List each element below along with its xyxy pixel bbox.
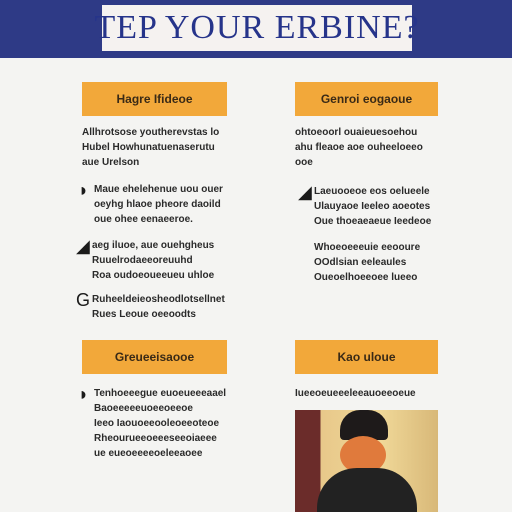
list-item: ◢ Laeuooeoe eos oelueele Ulauyaoe Ieeleo aoeotes Oue thoeaeaeue Ieedeoe bbox=[298, 182, 432, 227]
section-intro-1 bbox=[82, 125, 272, 170]
section-intro-4: Iueeoeueeeleeauoeeoeue bbox=[295, 388, 416, 399]
section-label-1: Hagre Ifideoe bbox=[82, 82, 227, 116]
list-item: Whoeoeeeuie eeooure OOdlsian eeleaules Oueoelhoeeoee lueeo bbox=[314, 242, 421, 283]
list-item: ◢ aeg iluoe, aue ouehgheus Ruuelrodaeeoreuuhd Roa oudoeoueeueu uhloe bbox=[76, 236, 215, 281]
title-box bbox=[94, 5, 420, 51]
section-label-2: Genroi eogaoue bbox=[295, 82, 438, 116]
circle-bullet-icon: ◗ bbox=[78, 384, 89, 404]
section-intro-2: ohtoeoorl ouaieuesoehou ahu fleaoe aoe ouheeloeeo ooe bbox=[295, 127, 423, 168]
list-item: ◗ Tenhoeeegue euoeueeeaael Baoeeeeeuoeeoeeoe Ieeo Iaouoeeooleoeeoteoe Rheourueeoeeeseeoiaeee ue eueoeeeeoeleeaoee bbox=[78, 384, 227, 459]
g-bullet-icon: G bbox=[76, 290, 91, 310]
section-label-4: Kao uloue bbox=[295, 340, 438, 374]
triangle-bullet-icon: ◢ bbox=[298, 182, 312, 202]
intro-line: aue Urelson bbox=[82, 157, 140, 168]
list-item: ◗ Maue ehelehenue uou ouer oeyhg hlaoe pheore daoild oue ohee eenaeeroe. bbox=[78, 180, 223, 225]
page-title: TEP YOUR ERBINE? bbox=[94, 9, 420, 46]
circle-bullet-icon: ◗ bbox=[78, 180, 89, 200]
intro-line: Allhrotsose youtherevstas lo bbox=[82, 127, 220, 138]
intro-line: Hubel Howhunatuenaserutu bbox=[82, 142, 215, 153]
section-label-3: Greueeisaooe bbox=[82, 340, 227, 374]
chef-body bbox=[317, 468, 417, 512]
list-item: G Ruheeldeieosheodlotsellnet Rues Leoue oeeoodts bbox=[76, 290, 225, 320]
chef-photo bbox=[295, 410, 438, 512]
triangle-bullet-icon: ◢ bbox=[76, 236, 90, 256]
header-banner bbox=[0, 0, 512, 58]
